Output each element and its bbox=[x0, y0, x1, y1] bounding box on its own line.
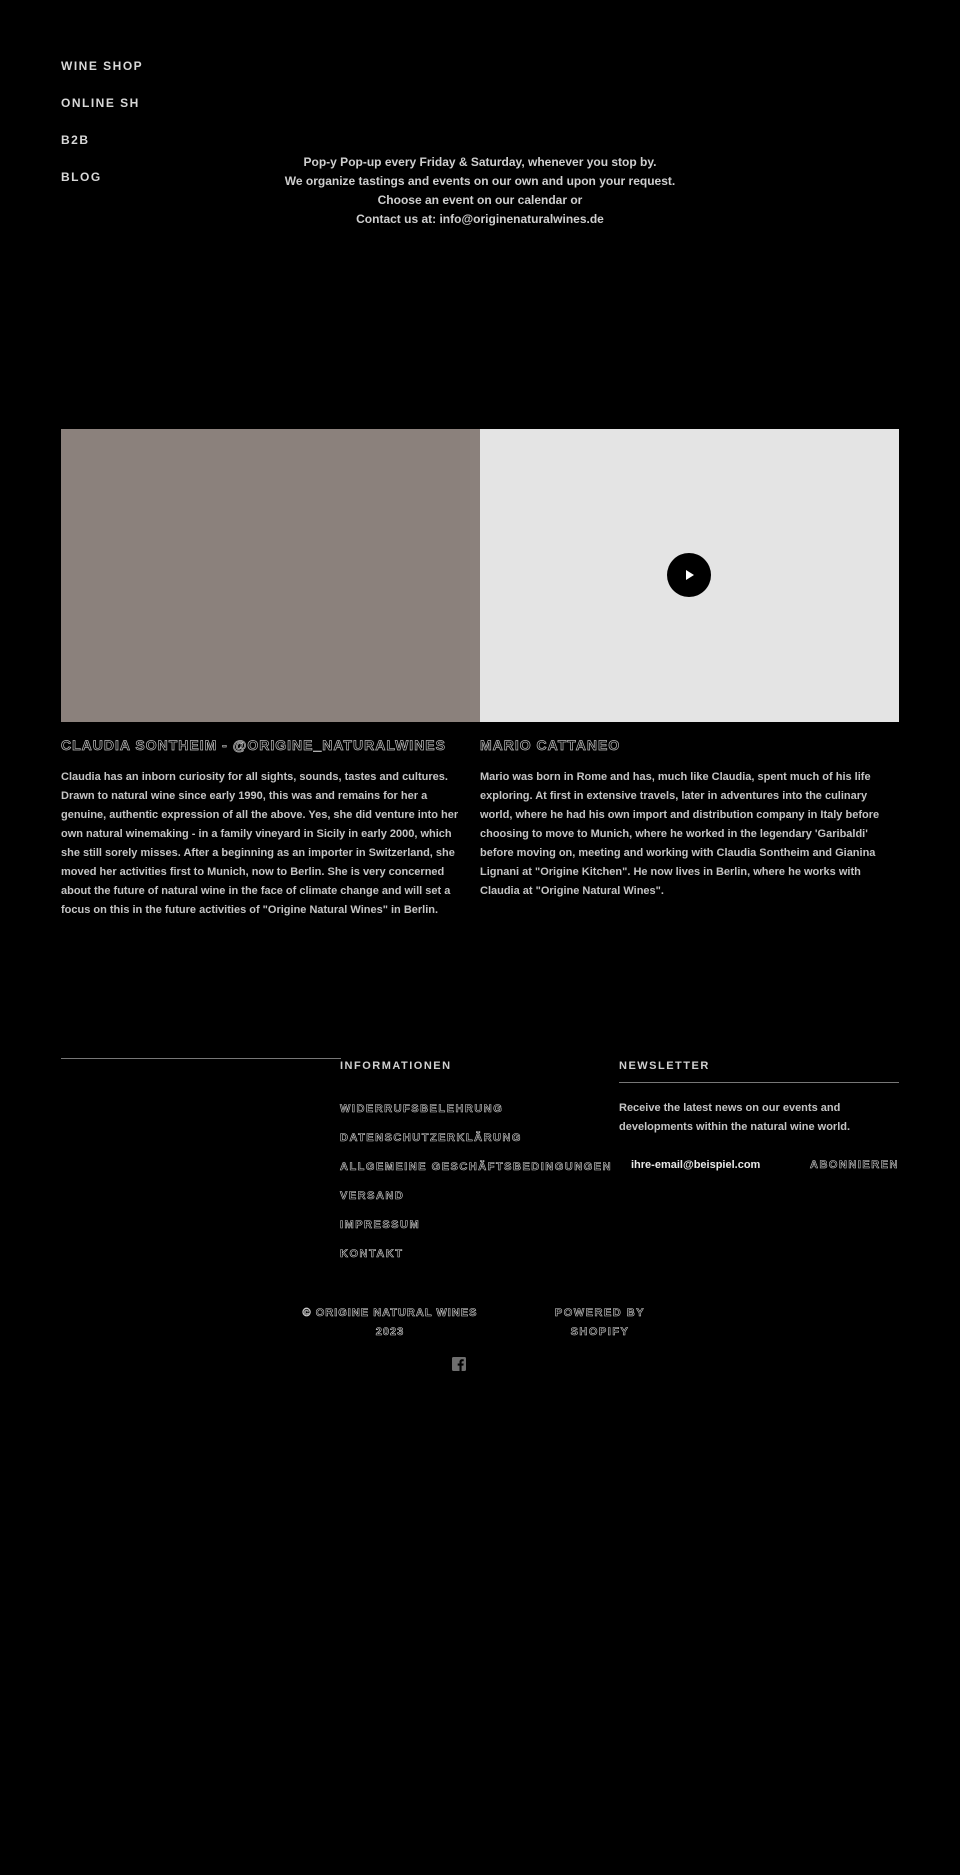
nav-item-online-shop[interactable]: ONLINE SH bbox=[61, 96, 140, 110]
facebook-link[interactable] bbox=[452, 1357, 466, 1371]
media-row bbox=[61, 429, 899, 722]
footer-info bbox=[340, 1060, 612, 1275]
bio-claudia bbox=[61, 738, 471, 920]
subscribe-button[interactable]: ABONNIEREN bbox=[810, 1159, 899, 1171]
newsletter-email-input[interactable] bbox=[631, 1159, 781, 1171]
footer-link-agb[interactable]: ALLGEMEINE GESCHÄFTSBEDINGUNGEN bbox=[340, 1161, 613, 1173]
bio-title: CLAUDIA SONTHEIM - @ORIGINE_NATURALWINES bbox=[61, 737, 446, 753]
intro-line: Pop-y Pop-up every Friday & Saturday, whenever you stop by. bbox=[303, 155, 657, 169]
bio-mario bbox=[480, 738, 890, 920]
bios-section bbox=[61, 738, 899, 920]
footer-links bbox=[340, 1101, 612, 1261]
footer-newsletter bbox=[619, 1060, 899, 1171]
nav-item-wine-shop[interactable]: WINE SHOP bbox=[61, 59, 144, 73]
intro-line: We organize tastings and events on our own and upon your request. bbox=[284, 174, 676, 188]
video-player[interactable] bbox=[480, 429, 899, 722]
intro-contact-line[interactable]: Contact us at: info@originenaturalwines.de bbox=[356, 212, 604, 226]
newsletter-text: Receive the latest news on our events and developments within the natural wine world. bbox=[619, 1102, 851, 1133]
intro-line: Choose an event on our calendar or bbox=[377, 193, 583, 207]
footer-link-kontakt[interactable]: KONTAKT bbox=[340, 1248, 404, 1260]
newsletter-heading: NEWSLETTER bbox=[619, 1060, 710, 1072]
footer-link-datenschutz[interactable]: DATENSCHUTZERKLÄRUNG bbox=[340, 1132, 522, 1144]
footer-info-heading: INFORMATIONEN bbox=[340, 1060, 452, 1072]
play-button[interactable] bbox=[667, 553, 711, 597]
nav-item-blog[interactable]: BLOG bbox=[61, 170, 102, 184]
facebook-icon bbox=[452, 1357, 466, 1371]
powered-by-shopify: SHOPIFY bbox=[570, 1326, 630, 1338]
footer-link-widerruf[interactable]: WIDERRUFSBELEHRUNG bbox=[340, 1103, 504, 1115]
image-placeholder bbox=[61, 429, 480, 722]
copyright-line: © ORIGINE NATURAL WINES bbox=[302, 1307, 478, 1319]
copyright-year: 2023 bbox=[375, 1326, 405, 1338]
play-icon bbox=[682, 568, 696, 582]
footer-divider bbox=[61, 1058, 341, 1059]
newsletter-divider bbox=[619, 1082, 899, 1083]
bio-text: Mario was born in Rome and has, much like Claudia, spent much of his life exploring. At first in extensive travels, later in adventures into the culinary world, where he had his own import and distribution company in Italy before choosing to move to Munich, where he worked in the legendary 'Garibaldi' before moving on, meeting and working with Claudia Sontheim and Gianina Lignani at "Origine Kitchen". He now lives in Berlin, where he works with Claudia at "Origine Natural Wines". bbox=[480, 771, 880, 897]
bio-title: MARIO CATTANEO bbox=[480, 737, 621, 753]
copyright bbox=[290, 1304, 490, 1342]
intro-text bbox=[260, 153, 700, 229]
main-nav bbox=[61, 60, 143, 208]
footer-link-versand[interactable]: VERSAND bbox=[340, 1190, 405, 1202]
nav-item-b2b[interactable]: B2B bbox=[61, 133, 90, 147]
powered-by-line: POWERED BY bbox=[554, 1307, 646, 1319]
footer-link-impressum[interactable]: IMPRESSUM bbox=[340, 1219, 421, 1231]
newsletter-form bbox=[619, 1159, 899, 1171]
bio-text: Claudia has an inborn curiosity for all sights, sounds, tastes and cultures. Drawn to natural wine since early 1990, this was and remains for her a genuine, authentic expression of all the above. Yes, she did venture into her own natural winemaking - in a family vineyard in Sicily in early 2000, which she still sorely misses. After a beginning as an importer in Switzerland, she moved her activities first to Munich, now to Berlin. She is very concerned about the future of natural wine in the face of climate change and will set a focus on this in the future activities of "Origine Natural Wines" in Berlin. bbox=[61, 771, 459, 916]
powered-by[interactable] bbox=[530, 1304, 670, 1342]
